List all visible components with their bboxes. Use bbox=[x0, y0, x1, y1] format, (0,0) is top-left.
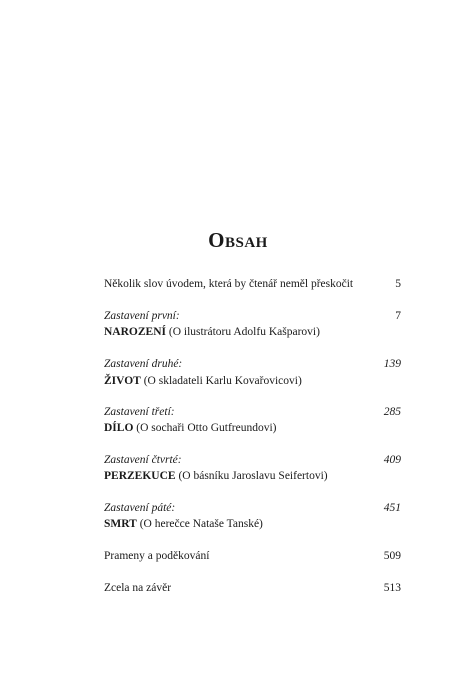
toc-subtitle: (O básníku Jaroslavu Seifertovi) bbox=[175, 470, 328, 482]
toc-section-label[interactable] bbox=[104, 355, 401, 373]
toc-page-number: 5 bbox=[395, 278, 401, 290]
toc-entry-text: Zcela na závěr bbox=[104, 582, 172, 594]
toc-page-number: 139 bbox=[383, 358, 401, 370]
toc-section-heading[interactable] bbox=[104, 323, 401, 341]
toc-label: Zastavení čtvrté: bbox=[104, 454, 182, 466]
toc-page-number: 7 bbox=[395, 310, 401, 322]
toc-label: Zastavení páté: bbox=[104, 502, 176, 514]
toc-label: Zastavení třetí: bbox=[104, 406, 175, 418]
toc-heading: SMRT bbox=[104, 518, 137, 530]
toc-section-heading[interactable] bbox=[104, 467, 401, 485]
toc-label: Zastavení první: bbox=[104, 310, 180, 322]
page-title: Obsah bbox=[208, 228, 268, 252]
toc-label: Zastavení druhé: bbox=[104, 358, 183, 370]
toc-page-number: 509 bbox=[383, 550, 401, 562]
toc-heading: NAROZENÍ bbox=[104, 326, 166, 338]
toc-section-heading[interactable] bbox=[104, 372, 401, 390]
toc-heading: PERZEKUCE bbox=[104, 470, 176, 482]
toc-page-number: 513 bbox=[383, 582, 401, 594]
toc-page-number: 409 bbox=[383, 454, 401, 466]
toc-page-number: 285 bbox=[383, 406, 401, 418]
toc-entry-text: Prameny a poděkování bbox=[104, 550, 210, 562]
toc-subtitle: (O skladateli Karlu Kovařovicovi) bbox=[140, 375, 302, 387]
toc-entry-text: Několik slov úvodem, která by čtenář neměl přeskočit bbox=[104, 278, 354, 290]
toc-entry-intro[interactable] bbox=[104, 275, 401, 293]
toc-subtitle: (O sochaři Otto Gutfreundovi) bbox=[133, 422, 277, 434]
toc-section-heading[interactable] bbox=[104, 515, 401, 533]
toc-subtitle: (O ilustrátoru Adolfu Kašparovi) bbox=[165, 326, 320, 338]
toc-entry-ending[interactable] bbox=[104, 579, 401, 597]
toc-page-number: 451 bbox=[383, 502, 401, 514]
toc-entry-sources[interactable] bbox=[104, 547, 401, 565]
toc-heading: ŽIVOT bbox=[104, 375, 141, 387]
toc-section-heading[interactable] bbox=[104, 419, 401, 437]
toc-heading: DÍLO bbox=[104, 422, 134, 434]
toc-subtitle: (O herečce Nataše Tanské) bbox=[136, 518, 263, 530]
